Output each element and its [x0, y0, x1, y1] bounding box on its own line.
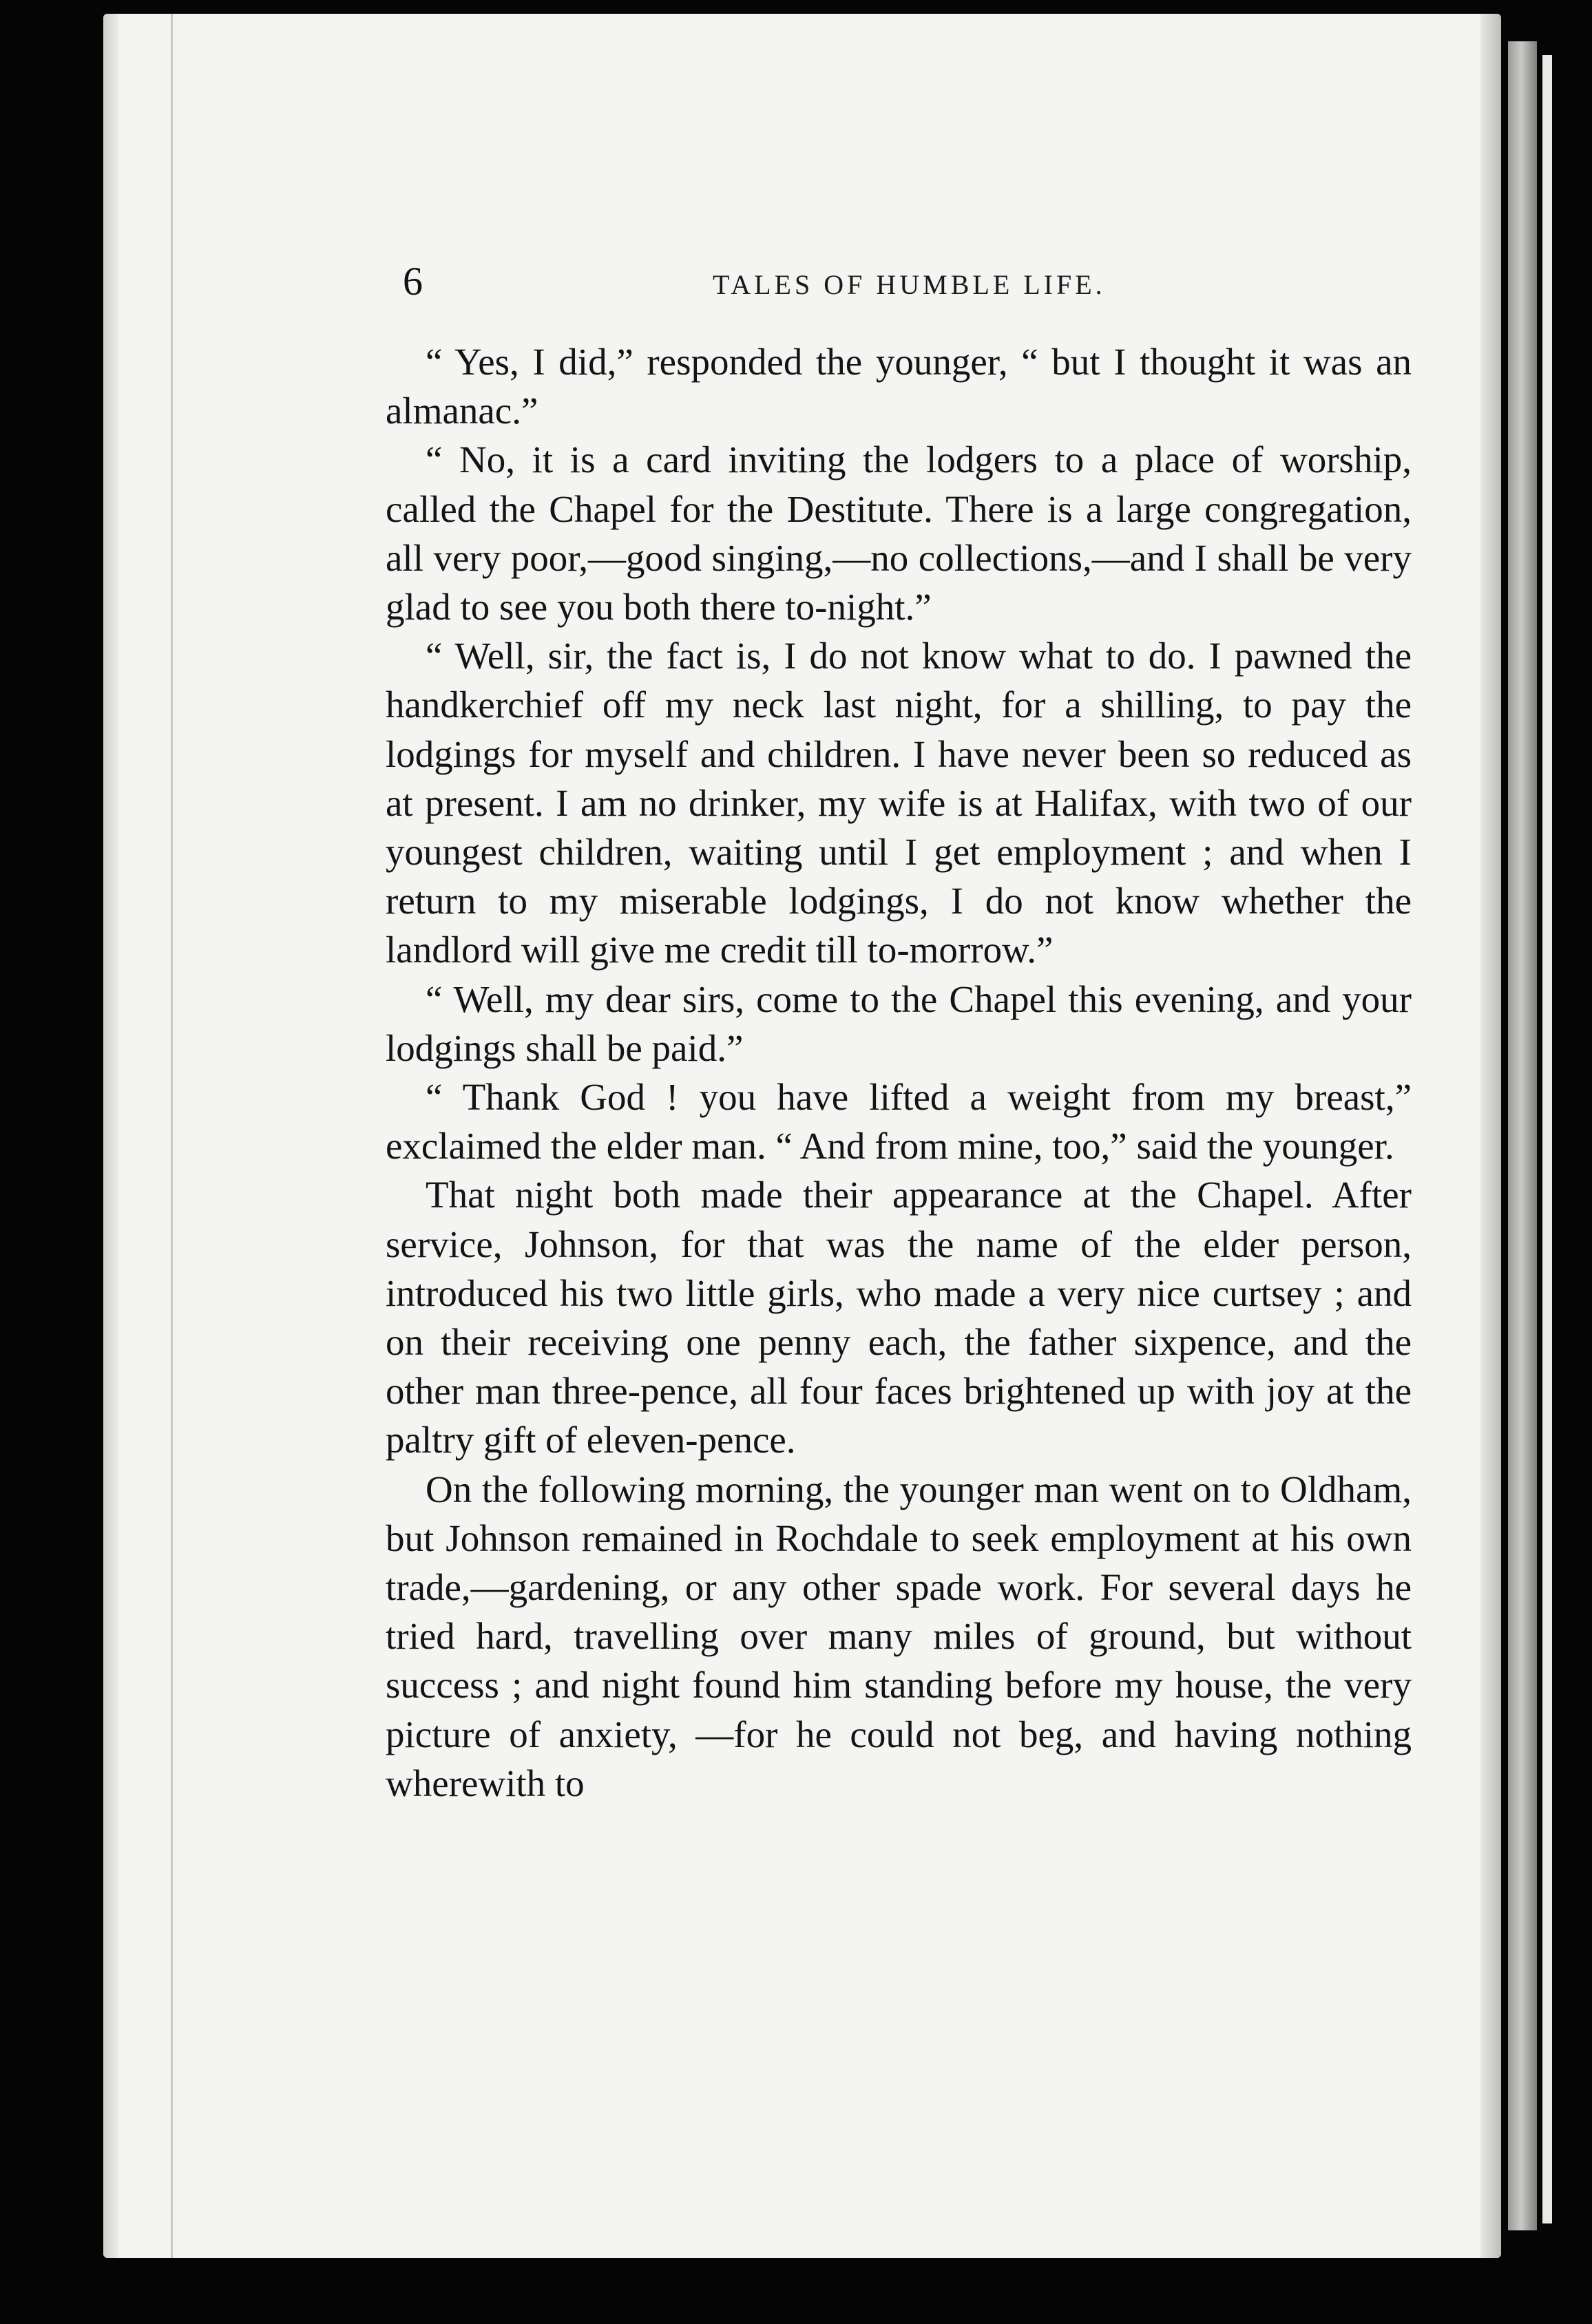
paragraph: “ No, it is a card inviting the lodgers to a place of worship, called the Chapel for the Destitute. There is a large congregation, all very poor,—good singing,—no collections,—and I shall be very glad to see you both there to-night.” [386, 439, 1412, 628]
page-number: 6 [403, 259, 423, 304]
paragraph: On the following morning, the younger man went on to Oldham, but Johnson remained in Rochdale to seek employment at his own trade,—gardening, or any other spade work. For several days he tried hard, travelling over many miles of ground, but without success ; and night found him standing before my house, the very picture of anxiety, —for he could not beg, and having nothing wherewith to [386, 1468, 1412, 1804]
paragraph: “ Well, sir, the fact is, I do not know what to do. I pawned the handkerchief off my neck last night, for a shilling, to pay the lodgings for myself and children. I have never been so reduced as at present. I am no drinker, my wife is at Halifax, with two of our youngest children, waiting until I get employment ; and when I return to my miserable lodgings, I do not know whether the landlord will give me credit till to-morrow.” [386, 635, 1412, 971]
body-text [386, 337, 1412, 1808]
running-title: TALES OF HUMBLE LIFE. [713, 269, 1106, 300]
book-edge [1508, 41, 1537, 2230]
paragraph: That night both made their appearance at the Chapel. After service, Johnson, for that was the name of the elder person, introduced his two little girls, who made a very nice curtsey ; and on their receiving one penny each, the father sixpence, and the other man three-pence, all four faces brightened up with joy at the paltry gift of eleven-pence. [386, 1174, 1412, 1461]
page-header [403, 259, 1367, 317]
paragraph: “ Well, my dear sirs, come to the Chapel this evening, and your lodgings shall be paid.” [386, 978, 1412, 1069]
book-edge-inner [1542, 55, 1552, 2223]
paragraph: “ Thank God ! you have lifted a weight from my breast,” exclaimed the elder man. “ And from mine, too,” said the younger. [386, 1076, 1412, 1168]
page-fold-line [171, 14, 173, 2258]
paragraph: “ Yes, I did,” responded the younger, “ but I thought it was an almanac.” [386, 341, 1412, 432]
page-gutter [103, 14, 118, 2258]
page-right-shadow [1480, 14, 1501, 2258]
